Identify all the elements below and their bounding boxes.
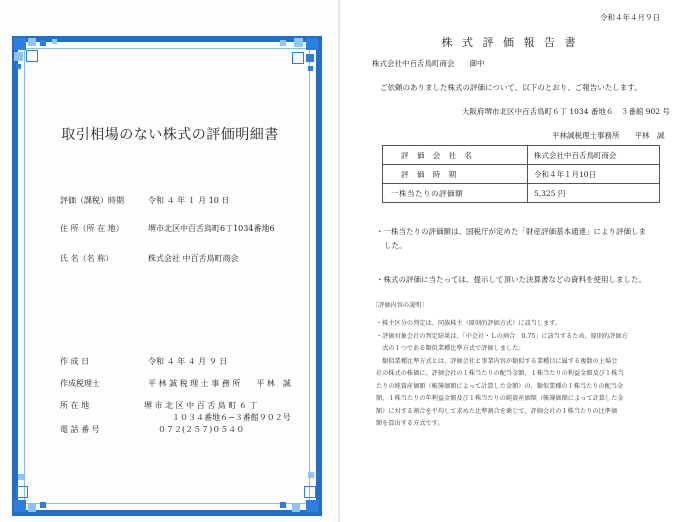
document-title: 取引相場のない株式の評価明細書 [61, 127, 279, 143]
footer-value: 堺 市 北 区 中 百 舌 鳥 町 ６ 丁 [144, 401, 258, 410]
table-row [383, 146, 660, 165]
note-line: 額、１株当たりの年利益金額及び１株当たりの純資産価額（帳簿価額によって計算した金 [376, 395, 624, 402]
note-line: ・株主区分の判定は、同族株主（原則的評価方式）に該当します。 [376, 320, 562, 327]
note-line: 社の株式の株価に、評価会社の１株当たりの配当金額、１株当たりの利益金額及び１株当 [376, 370, 624, 377]
footer-label: 作成税理士 [60, 379, 100, 388]
footer-label: 作 成 日 [60, 357, 90, 366]
note-line: 類似業種比準方式とは、評価会社と事業内容が類似する業種目に属する複数の上場会 [376, 358, 618, 365]
note-line: 式の１つである類似業種比準方式で評価しました。 [376, 345, 525, 352]
table-key: 一株当たりの評価額 [383, 184, 528, 203]
table-key: 評 価 時 期 [383, 165, 528, 184]
notes-title: 〔評価内容の説明〕 [372, 302, 428, 309]
table-value: 5,325 円 [528, 184, 660, 203]
report-date: 令和４年４月９日 [600, 13, 660, 22]
right-page [340, 0, 680, 522]
footer-value: １０３４番地６−３番館９０２号 [172, 413, 291, 422]
evaluation-table [382, 145, 660, 203]
table-value: 株式会社中百舌鳥町商会 [528, 146, 660, 165]
report-title: 株 式 評 価 報 告 書 [441, 36, 579, 49]
field-value: 株式会社 中百舌鳥町商会 [148, 254, 239, 263]
field-label: 氏 名（名 称） [60, 254, 114, 263]
sender-address: 大阪府堺市北区中百舌鳥町６丁 1034 番地６ ３番館 902 号 [462, 107, 670, 116]
footer-value: 平 林 誠 税 理 士 事 務 所 平 林 誠 [148, 379, 291, 388]
bullet-materials: ・株式の評価に当たっては、提示して頂いた決算書などの資料を使用しました。 [376, 275, 646, 284]
sender-name: 平林誠税理士事務所 平林 誠 [552, 131, 665, 140]
bullet-valuation-basis: ・一株当たりの評価額は、国税庁が定めた「財産評価基本通達」により評価しま [376, 227, 646, 236]
decorative-frame [12, 36, 322, 516]
footer-label: 所 在 地 [60, 401, 90, 410]
table-value: 令和４年１月10日 [528, 165, 660, 184]
note-line: 額）に対する割合を平均して求めた比準割合を乗じて、評価会社の１株当たりの比準価 [376, 408, 618, 415]
footer-label: 電 話 番 号 [60, 425, 100, 434]
intro-text: ご依頼のありました株式の評価について、以下のとおり、ご報告いたします。 [380, 83, 642, 92]
note-line: 額を算出する方式です。 [376, 420, 444, 427]
table-row [383, 184, 660, 203]
bullet-valuation-basis-cont: した。 [384, 241, 407, 250]
note-line: ・評価対象会社の判定結果は、「中会社・Ｌの割合 0.75」に該当するため、原則的評価方 [376, 333, 628, 340]
addressee: 株式会社中百舌鳥町商会 御中 [372, 59, 485, 68]
note-line: たりの純資産価額（帳簿価額によって計算した金額）の、類似業種の１株当たりの配当金 [376, 383, 624, 390]
inner-frame-line [24, 48, 310, 504]
table-key: 評 価 会 社 名 [383, 146, 528, 165]
field-value: 令和 ４ 年 １ 月 10 日 [148, 196, 230, 205]
footer-value: ０７２(２５７)０５４０ [158, 425, 245, 434]
footer-value: 令和 ４ 年 ４ 月 ９ 日 [148, 357, 228, 366]
field-value: 堺市北区中百舌鳥町6丁1034番地6 [148, 224, 275, 233]
field-label: 評価（課税）時期 [60, 196, 124, 205]
field-label: 住 所（所 在 地） [60, 224, 124, 233]
table-row [383, 165, 660, 184]
